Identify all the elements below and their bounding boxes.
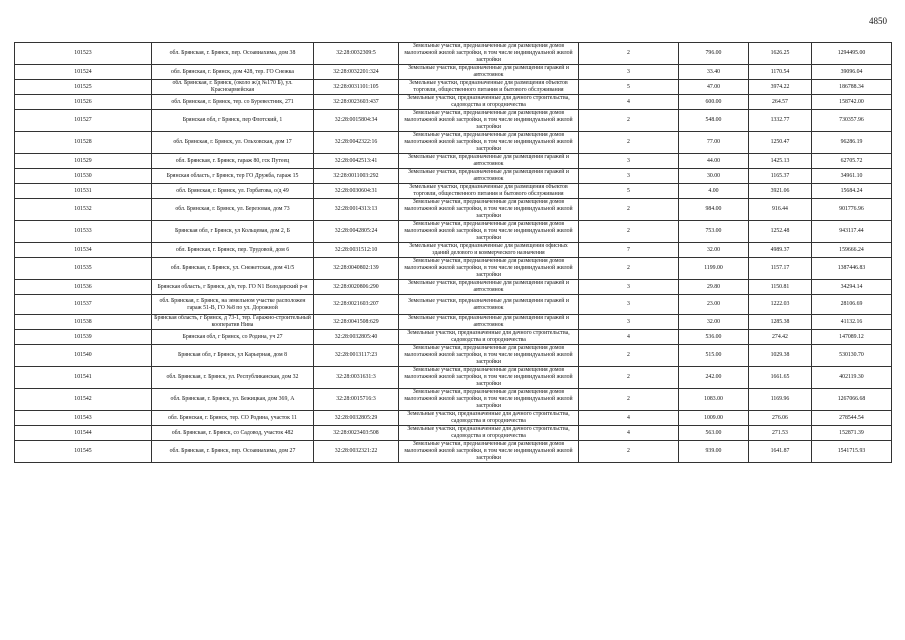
group-cell: 2 (579, 441, 679, 463)
cadastral-value-cell: 530130.70 (812, 345, 892, 367)
table-row (15, 65, 892, 80)
address-cell: обл. Брянская, г. Брянск, пер. Осоавиахима, дом 38 (152, 43, 314, 65)
table-row (15, 258, 892, 280)
table-row (15, 154, 892, 169)
area-cell: 1083.00 (679, 389, 749, 411)
row-id-cell: 101524 (15, 65, 152, 80)
group-cell: 5 (579, 80, 679, 95)
unit-value-cell: 271.53 (749, 426, 812, 441)
table-row (15, 345, 892, 367)
address-cell: обл. Брянская, г. Брянск, тер. со Буревестник, 271 (152, 95, 314, 110)
group-cell: 2 (579, 132, 679, 154)
unit-value-cell: 1661.65 (749, 367, 812, 389)
area-cell: 563.00 (679, 426, 749, 441)
group-cell: 3 (579, 295, 679, 315)
land-use-cell: Земельные участки, предназначенные для размещения домов малоэтажной жилой застройки, в том числе индивидуальной жилой застройки (399, 132, 579, 154)
table-row (15, 221, 892, 243)
row-id-cell: 101534 (15, 243, 152, 258)
address-cell: обл. Брянская, г. Брянск, ул. Республиканская, дом 32 (152, 367, 314, 389)
area-cell: 30.00 (679, 169, 749, 184)
area-cell: 600.00 (679, 95, 749, 110)
area-cell: 44.00 (679, 154, 749, 169)
table-row (15, 169, 892, 184)
unit-value-cell: 1250.47 (749, 132, 812, 154)
group-cell: 3 (579, 65, 679, 80)
cadastral-value-cell: 402119.30 (812, 367, 892, 389)
area-cell: 753.00 (679, 221, 749, 243)
area-cell: 548.00 (679, 110, 749, 132)
row-id-cell: 101536 (15, 280, 152, 295)
table-row (15, 280, 892, 295)
address-cell: обл. Брянская, г. Брянск, тер. СО Родина, участок 11 (152, 411, 314, 426)
address-cell: обл. Брянская, г. Брянск, ул. Березовая, дом 73 (152, 199, 314, 221)
cadastral-value-cell: 186788.34 (812, 80, 892, 95)
land-use-cell: Земельные участки, предназначенные для размещения домов малоэтажной жилой застройки, в том числе индивидуальной жилой застройки (399, 110, 579, 132)
unit-value-cell: 1332.77 (749, 110, 812, 132)
table-row (15, 184, 892, 199)
address-cell: обл. Брянская, г. Брянск, ул. Ольховская, дом 17 (152, 132, 314, 154)
cadastral-number-cell: 32:28:0042805:24 (314, 221, 399, 243)
area-cell: 77.00 (679, 132, 749, 154)
cadastral-number-cell: 32:28:0042322:16 (314, 132, 399, 154)
address-cell: Брянская область, г Брянск, д/в, тер. ГО N1 Володарский р-н (152, 280, 314, 295)
unit-value-cell: 3974.22 (749, 80, 812, 95)
address-cell: Брянская обл, г Брянск, ул Кольцевая, дом 2, Б (152, 221, 314, 243)
unit-value-cell: 4989.37 (749, 243, 812, 258)
area-cell: 29.80 (679, 280, 749, 295)
cadastral-number-cell: 32:28:0023403:508 (314, 426, 399, 441)
cadastral-value-cell: 15684.24 (812, 184, 892, 199)
row-id-cell: 101535 (15, 258, 152, 280)
row-id-cell: 101523 (15, 43, 152, 65)
cadastral-number-cell: 32:28:0023603:437 (314, 95, 399, 110)
group-cell: 3 (579, 169, 679, 184)
cadastral-value-cell: 152871.39 (812, 426, 892, 441)
group-cell: 4 (579, 330, 679, 345)
land-use-cell: Земельные участки, предназначенные для дачного строительства, садоводства и огородничества (399, 95, 579, 110)
land-use-cell: Земельные участки, предназначенные для размещения гаражей и автостоянок (399, 315, 579, 330)
table-row (15, 199, 892, 221)
group-cell: 2 (579, 199, 679, 221)
land-use-cell: Земельные участки, предназначенные для размещения гаражей и автостоянок (399, 154, 579, 169)
cadastral-value-cell: 943117.44 (812, 221, 892, 243)
unit-value-cell: 1425.13 (749, 154, 812, 169)
row-id-cell: 101538 (15, 315, 152, 330)
row-id-cell: 101532 (15, 199, 152, 221)
page-number: 4850 (869, 16, 887, 26)
row-id-cell: 101545 (15, 441, 152, 463)
land-use-cell: Земельные участки, предназначенные для размещения офисных зданий делового и коммерческого назначения (399, 243, 579, 258)
cadastral-number-cell: 32:28:0015716:3 (314, 389, 399, 411)
unit-value-cell: 1222.03 (749, 295, 812, 315)
group-cell: 3 (579, 280, 679, 295)
table-row (15, 367, 892, 389)
address-cell: обл. Брянская, г. Брянск, ул. Снежетская, дом 41/5 (152, 258, 314, 280)
cadastral-value-cell: 34961.10 (812, 169, 892, 184)
cadastral-value-cell: 34294.14 (812, 280, 892, 295)
cadastral-number-cell: 32:28:0042513:41 (314, 154, 399, 169)
cadastral-value-cell: 1541715.93 (812, 441, 892, 463)
unit-value-cell: 1169.96 (749, 389, 812, 411)
land-use-cell: Земельные участки, предназначенные для размещения домов малоэтажной жилой застройки, в том числе индивидуальной жилой застройки (399, 389, 579, 411)
table-row (15, 132, 892, 154)
row-id-cell: 101540 (15, 345, 152, 367)
area-cell: 4.00 (679, 184, 749, 199)
address-cell: обл. Брянская, г. Брянск, гараж 80, гск Путеец (152, 154, 314, 169)
row-id-cell: 101528 (15, 132, 152, 154)
land-use-cell: Земельные участки, предназначенные для размещения гаражей и автостоянок (399, 295, 579, 315)
group-cell: 2 (579, 110, 679, 132)
cadastral-number-cell: 32:28:0032321:22 (314, 441, 399, 463)
land-use-cell: Земельные участки, предназначенные для размещения объектов торговли, общественного питания и бытового обслуживания (399, 80, 579, 95)
unit-value-cell: 1165.37 (749, 169, 812, 184)
group-cell: 2 (579, 43, 679, 65)
cadastral-number-cell: 32:28:0041508:629 (314, 315, 399, 330)
row-id-cell: 101543 (15, 411, 152, 426)
area-cell: 796.00 (679, 43, 749, 65)
cadastral-number-cell: 32:28:0021603:207 (314, 295, 399, 315)
cadastral-number-cell: 32:28:0031631:3 (314, 367, 399, 389)
area-cell: 939.00 (679, 441, 749, 463)
address-cell: Брянская обл, г Брянск, пер Флотский, 1 (152, 110, 314, 132)
area-cell: 23.00 (679, 295, 749, 315)
group-cell: 2 (579, 345, 679, 367)
row-id-cell: 101544 (15, 426, 152, 441)
address-cell: обл. Брянская, г. Брянск, пер. Осоавиахима, дом 27 (152, 441, 314, 463)
table-row (15, 411, 892, 426)
address-cell: обл. Брянская, г. Брянск, ул. Бежицкая, дом 369, А (152, 389, 314, 411)
address-cell: обл. Брянская, г. Брянск, пер. Трудовой, дом 6 (152, 243, 314, 258)
cadastral-value-cell: 159666.24 (812, 243, 892, 258)
group-cell: 2 (579, 367, 679, 389)
area-cell: 32.00 (679, 315, 749, 330)
cadastral-number-cell: 32:28:0011003:292 (314, 169, 399, 184)
table-row (15, 43, 892, 65)
row-id-cell: 101530 (15, 169, 152, 184)
cadastral-value-cell: 730357.96 (812, 110, 892, 132)
area-cell: 984.00 (679, 199, 749, 221)
land-use-cell: Земельные участки, предназначенные для дачного строительства, садоводства и огородничества (399, 330, 579, 345)
cadastral-value-cell: 1387446.83 (812, 258, 892, 280)
land-use-cell: Земельные участки, предназначенные для размещения домов малоэтажной жилой застройки, в том числе индивидуальной жилой застройки (399, 345, 579, 367)
unit-value-cell: 1626.25 (749, 43, 812, 65)
cadastral-number-cell: 32:28:0020806:290 (314, 280, 399, 295)
land-use-cell: Земельные участки, предназначенные для размещения домов малоэтажной жилой застройки, в том числе индивидуальной жилой застройки (399, 43, 579, 65)
group-cell: 4 (579, 426, 679, 441)
land-use-cell: Земельные участки, предназначенные для размещения гаражей и автостоянок (399, 65, 579, 80)
area-cell: 242.00 (679, 367, 749, 389)
group-cell: 4 (579, 95, 679, 110)
address-cell: обл. Брянская, г. Брянск, дом 428, тер. ГО Снежка (152, 65, 314, 80)
row-id-cell: 101527 (15, 110, 152, 132)
cadastral-number-cell: 32:28:0031101:105 (314, 80, 399, 95)
group-cell: 5 (579, 184, 679, 199)
address-cell: обл. Брянская, г. Брянск, ул. Горбатова, о/д 49 (152, 184, 314, 199)
cadastral-value-cell: 901776.96 (812, 199, 892, 221)
address-cell: обл. Брянская, г. Брянск, (около ж/д №170 Б), ул. Красноармейская (152, 80, 314, 95)
group-cell: 3 (579, 315, 679, 330)
group-cell: 2 (579, 221, 679, 243)
table-row (15, 295, 892, 315)
row-id-cell: 101539 (15, 330, 152, 345)
group-cell: 2 (579, 389, 679, 411)
row-id-cell: 101525 (15, 80, 152, 95)
address-cell: Брянская обл, г Брянск, ул Карьерная, дом 8 (152, 345, 314, 367)
table-row (15, 95, 892, 110)
cadastral-number-cell: 32:28:0032309:5 (314, 43, 399, 65)
land-use-cell: Земельные участки, предназначенные для размещения домов малоэтажной жилой застройки, в том числе индивидуальной жилой застройки (399, 221, 579, 243)
row-id-cell: 101526 (15, 95, 152, 110)
unit-value-cell: 1170.54 (749, 65, 812, 80)
land-use-cell: Земельные участки, предназначенные для дачного строительства, садоводства и огородничества (399, 411, 579, 426)
table-row (15, 426, 892, 441)
address-cell: Брянская обл, г Брянск, со Родина, уч 27 (152, 330, 314, 345)
group-cell: 4 (579, 411, 679, 426)
unit-value-cell: 1150.81 (749, 280, 812, 295)
land-use-cell: Земельные участки, предназначенные для размещения гаражей и автостоянок (399, 169, 579, 184)
cadastral-number-cell: 32:28:0015804:34 (314, 110, 399, 132)
land-use-cell: Земельные участки, предназначенные для дачного строительства, садоводства и огородничества (399, 426, 579, 441)
unit-value-cell: 1641.87 (749, 441, 812, 463)
unit-value-cell: 264.57 (749, 95, 812, 110)
cadastral-value-cell: 158742.00 (812, 95, 892, 110)
unit-value-cell: 1252.48 (749, 221, 812, 243)
land-use-cell: Земельные участки, предназначенные для размещения объектов торговли, общественного питания и бытового обслуживания (399, 184, 579, 199)
address-cell: Брянская область, г Брянск, д 73-1, тер. Гаражно-строительный кооператив Нива (152, 315, 314, 330)
unit-value-cell: 1157.17 (749, 258, 812, 280)
group-cell: 2 (579, 258, 679, 280)
row-id-cell: 101531 (15, 184, 152, 199)
unit-value-cell: 276.06 (749, 411, 812, 426)
address-cell: Брянская область, г Брянск, тер ГО Дружба, гараж 15 (152, 169, 314, 184)
table-row (15, 389, 892, 411)
unit-value-cell: 916.44 (749, 199, 812, 221)
table-row (15, 441, 892, 463)
area-cell: 47.00 (679, 80, 749, 95)
table-body (15, 43, 892, 463)
address-cell: обл. Брянская, г. Брянск, на земельном участке расположен гараж 51-В, ГО №8 по ул. Дорожной (152, 295, 314, 315)
area-cell: 1199.00 (679, 258, 749, 280)
cadastral-number-cell: 32:28:0031512:10 (314, 243, 399, 258)
area-cell: 1009.00 (679, 411, 749, 426)
land-use-cell: Земельные участки, предназначенные для размещения домов малоэтажной жилой застройки, в том числе индивидуальной жилой застройки (399, 367, 579, 389)
area-cell: 32.00 (679, 243, 749, 258)
cadastral-value-table (14, 42, 892, 463)
cadastral-value-cell: 1294495.00 (812, 43, 892, 65)
land-use-cell: Земельные участки, предназначенные для размещения домов малоэтажной жилой застройки, в том числе индивидуальной жилой застройки (399, 199, 579, 221)
cadastral-value-cell: 1267066.68 (812, 389, 892, 411)
cadastral-number-cell: 32:28:0032805:40 (314, 330, 399, 345)
table-row (15, 110, 892, 132)
cadastral-value-cell: 28106.69 (812, 295, 892, 315)
cadastral-number-cell: 32:28:0040802:139 (314, 258, 399, 280)
unit-value-cell: 274.42 (749, 330, 812, 345)
cadastral-number-cell: 32:28:0032805:29 (314, 411, 399, 426)
row-id-cell: 101542 (15, 389, 152, 411)
table-row (15, 243, 892, 258)
cadastral-number-cell: 32:28:0030604:31 (314, 184, 399, 199)
land-use-cell: Земельные участки, предназначенные для размещения домов малоэтажной жилой застройки, в том числе индивидуальной жилой застройки (399, 258, 579, 280)
land-use-cell: Земельные участки, предназначенные для размещения гаражей и автостоянок (399, 280, 579, 295)
cadastral-value-cell: 62705.72 (812, 154, 892, 169)
table-row (15, 330, 892, 345)
unit-value-cell: 1029.38 (749, 345, 812, 367)
cadastral-value-cell: 39096.04 (812, 65, 892, 80)
cadastral-value-cell: 96286.19 (812, 132, 892, 154)
row-id-cell: 101529 (15, 154, 152, 169)
unit-value-cell: 3921.06 (749, 184, 812, 199)
cadastral-number-cell: 32:28:0013117:23 (314, 345, 399, 367)
cadastral-value-cell: 41132.16 (812, 315, 892, 330)
cadastral-value-cell: 278544.54 (812, 411, 892, 426)
table-row (15, 315, 892, 330)
cadastral-number-cell: 32:28:0032201:324 (314, 65, 399, 80)
land-use-cell: Земельные участки, предназначенные для размещения домов малоэтажной жилой застройки, в том числе индивидуальной жилой застройки (399, 441, 579, 463)
row-id-cell: 101541 (15, 367, 152, 389)
cadastral-number-cell: 32:28:0014313:13 (314, 199, 399, 221)
area-cell: 33.40 (679, 65, 749, 80)
cadastral-value-cell: 147089.12 (812, 330, 892, 345)
group-cell: 3 (579, 154, 679, 169)
area-cell: 536.00 (679, 330, 749, 345)
group-cell: 7 (579, 243, 679, 258)
row-id-cell: 101533 (15, 221, 152, 243)
unit-value-cell: 1285.38 (749, 315, 812, 330)
table-row (15, 80, 892, 95)
area-cell: 515.00 (679, 345, 749, 367)
address-cell: обл. Брянская, г. Брянск, со Садовод, участок 482 (152, 426, 314, 441)
row-id-cell: 101537 (15, 295, 152, 315)
